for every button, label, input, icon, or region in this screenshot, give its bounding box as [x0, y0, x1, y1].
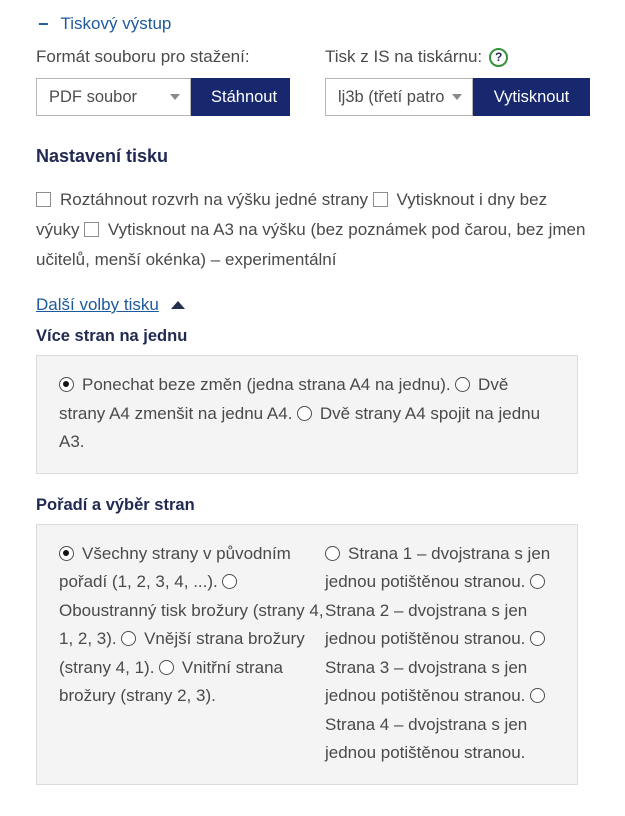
print-label-text: Tisk z IS na tiskárnu: — [325, 47, 483, 66]
radio-label: Strana 1 – dvojstrana s jen jednou potištěnou stranou. — [325, 543, 551, 591]
radio-button[interactable] — [59, 546, 74, 561]
checkbox-option[interactable] — [36, 220, 585, 269]
section-title: Tiskový výstup — [60, 14, 172, 33]
pages-per-sheet-heading: Více stran na jednu — [36, 327, 188, 345]
file-format-value: PDF soubor — [49, 87, 138, 106]
radio-button[interactable] — [530, 631, 545, 646]
checkbox[interactable] — [84, 222, 99, 237]
radio-label: Vnitřní strana brožury (strany 2, 3). — [59, 657, 283, 705]
top-controls — [36, 46, 589, 116]
radio-label: Dvě strany A4 zmenšit na jednu A4. — [59, 375, 509, 423]
radio-option[interactable] — [325, 544, 550, 592]
radio-label: Strana 2 – dvojstrana s jen jednou potištěnou stranou. — [325, 600, 528, 648]
help-icon[interactable]: ? — [489, 48, 508, 67]
settings-heading: Nastavení tisku — [36, 146, 169, 166]
checkbox-option[interactable] — [36, 190, 368, 209]
printer-value: lj3b (třetí patro — [338, 87, 445, 106]
radio-option[interactable] — [59, 375, 451, 394]
radio-label: Všechny strany v původním pořadí (1, 2, 3, 4, ...). — [59, 543, 291, 591]
radio-label: Strana 3 – dvojstrana s jen jednou potištěnou stranou. — [325, 657, 528, 705]
collapse-minus-icon[interactable]: − — [38, 14, 49, 34]
print-column — [325, 46, 590, 116]
section-collapse-header[interactable] — [36, 8, 589, 38]
radio-button[interactable] — [325, 546, 340, 561]
radio-button[interactable] — [530, 574, 545, 589]
radio-label: Strana 4 – dvojstrana s jen jednou potištěnou stranou. — [325, 714, 528, 762]
settings-checkbox-list — [36, 185, 589, 275]
radio-button[interactable] — [297, 406, 312, 421]
radio-label: Oboustranný tisk brožury (strany 4, 1, 2, 3). — [59, 600, 324, 648]
radio-label: Ponechat beze změn (jedna strana A4 na jednu). — [82, 375, 451, 394]
chevron-down-icon — [170, 94, 180, 100]
download-label-text: Formát souboru pro stažení: — [36, 47, 250, 66]
radio-label: Dvě strany A4 spojit na jednu A3. — [59, 403, 541, 451]
pages-per-sheet-box — [36, 355, 578, 474]
file-format-select[interactable] — [36, 78, 191, 116]
printer-select[interactable] — [325, 78, 473, 116]
radio-button[interactable] — [455, 377, 470, 392]
checkbox[interactable] — [36, 192, 51, 207]
checkbox-label: Vytisknout i dny bez výuky — [36, 190, 548, 239]
more-options-link[interactable]: Další volby tisku — [36, 295, 159, 314]
radio-label: Vnější strana brožury (strany 4, 1). — [59, 629, 305, 677]
page-order-right-column — [325, 540, 557, 768]
print-button[interactable]: Vytisknout — [473, 78, 590, 116]
download-button[interactable]: Stáhnout — [191, 78, 290, 116]
checkbox[interactable] — [373, 192, 388, 207]
page-order-heading: Pořadí a výběr stran — [36, 495, 195, 514]
triangle-up-icon[interactable] — [171, 301, 185, 309]
radio-button[interactable] — [159, 660, 174, 675]
radio-button[interactable] — [121, 631, 136, 646]
download-column — [36, 46, 325, 116]
more-options-row — [36, 295, 589, 315]
radio-button[interactable] — [222, 574, 237, 589]
print-label — [325, 46, 590, 68]
radio-option[interactable] — [59, 544, 291, 592]
page-order-box — [36, 524, 578, 785]
page-order-left-column — [59, 540, 325, 768]
checkbox-label: Vytisknout na A3 na výšku (bez poznámek pod čarou, bez jmen učitelů, menší okénka) – experimentální — [36, 220, 586, 269]
download-label — [36, 46, 325, 68]
checkbox-label: Roztáhnout rozvrh na výšku jedné strany — [60, 190, 369, 209]
chevron-down-icon — [452, 94, 462, 100]
radio-button[interactable] — [530, 688, 545, 703]
radio-button[interactable] — [59, 377, 74, 392]
